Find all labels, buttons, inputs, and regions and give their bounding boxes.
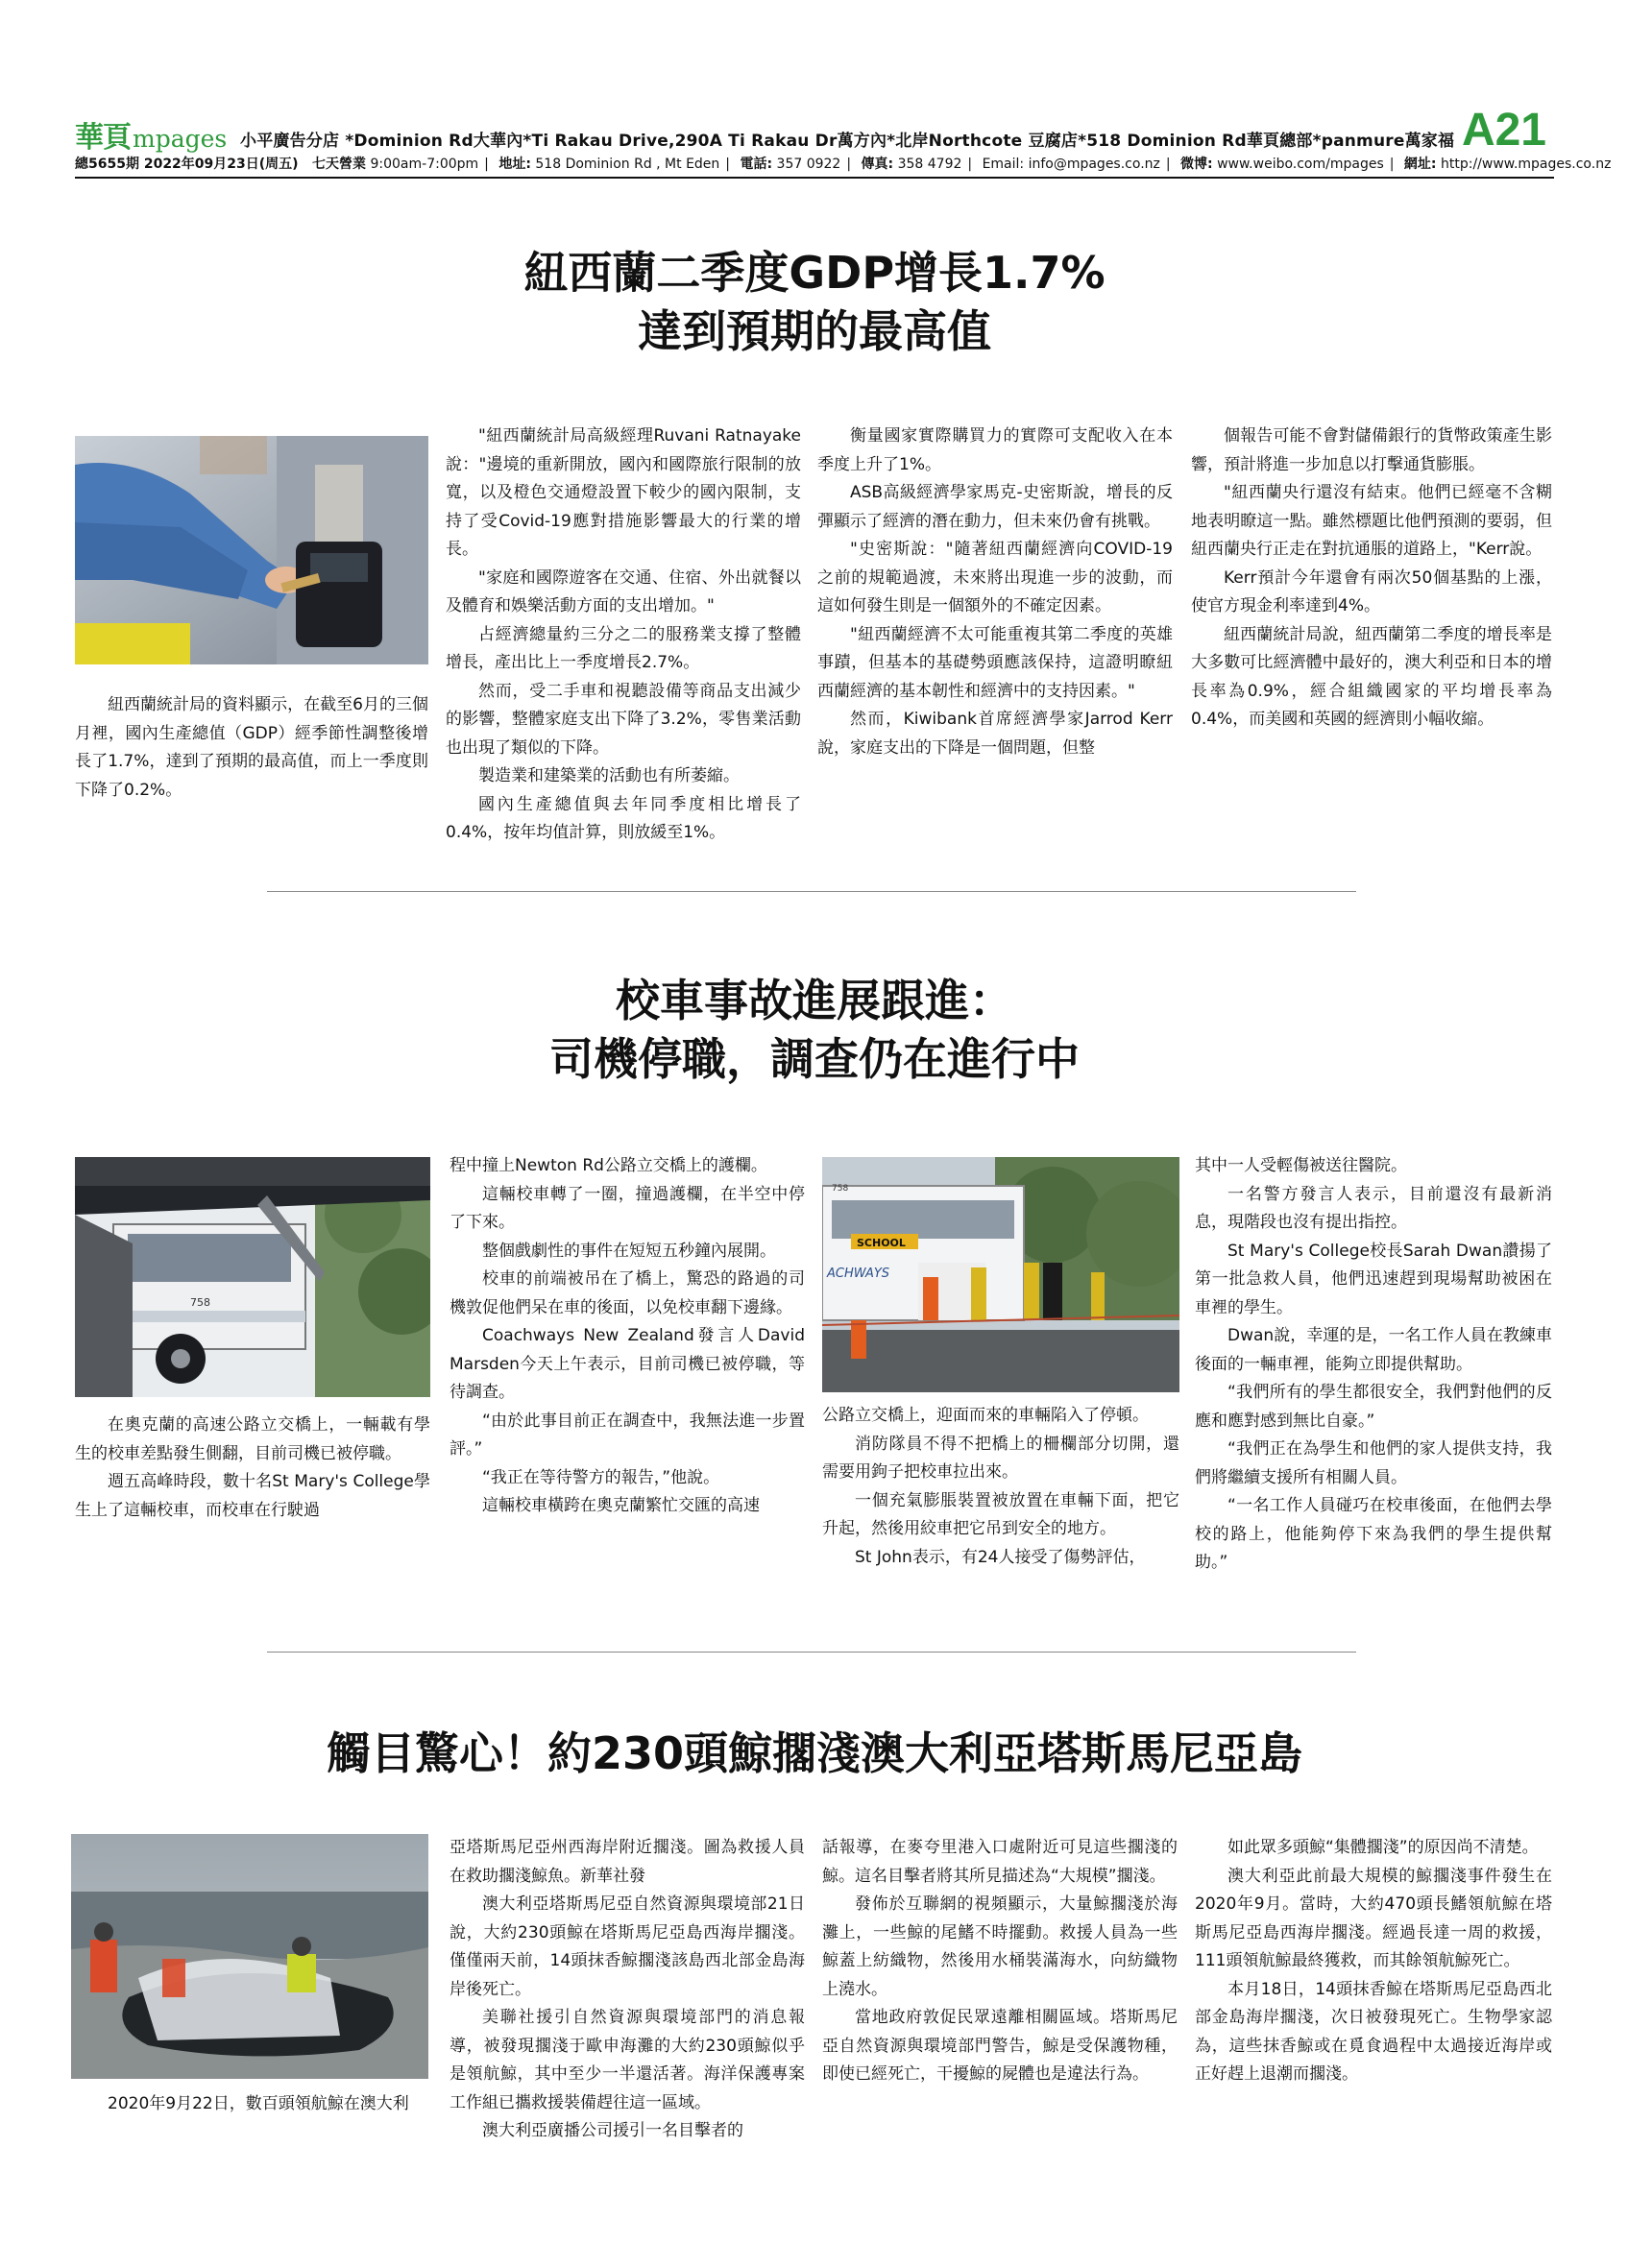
paragraph: 澳大利亞此前最大規模的鯨擱淺事件發生在2020年9月。當時，大約470頭長鰭領航鯨在塔斯馬尼亞島西海岸擱淺。經過長達一周的救援，111頭領航鯨最終獲救，而其餘領航鯨死亡。 [1195, 1866, 1552, 1970]
paragraph: St Mary's College校長Sarah Dwan讚揚了第一批急救人員，他們迅速趕到現場幫助被困在車裡的學生。 [1195, 1241, 1552, 1317]
paragraph: 在奧克蘭的高速公路立交橋上，一輛載有學生的校車差點發生側翻，目前司機已被停職。 [75, 1415, 430, 1463]
firefighters-bus-rescue-photo [822, 1157, 1179, 1392]
article1-title-line1: 紐西蘭二季度GDP增長1.7% [523, 247, 1106, 299]
paragraph: “一名工作人員碰巧在校車後面，在他們去學校的路上，他能夠停下來為我們的學生提供幫助。” [1195, 1496, 1552, 1572]
email: Email: info@mpages.co.nz [982, 157, 1160, 172]
paragraph: 澳大利亞塔斯馬尼亞自然資源與環境部21日說，大約230頭鯨在塔斯馬尼亞島西海岸擱淺。僅僅兩天前，14頭抹香鯨擱淺該島西北部金島海岸後死亡。 [450, 1894, 805, 1999]
paragraph: 發佈於互聯網的視頻顯示，大量鯨擱淺於海灘上，一些鯨的尾鰭不時擺動。救援人員為一些鯨蓋上紡織物，然後用水桶裝滿海水，向紡織物上澆水。 [822, 1894, 1178, 1999]
phone-label: 電話: [740, 157, 773, 172]
paragraph: “由於此事目前正在調查中，我無法進一步置評。” [450, 1411, 805, 1459]
article3-title: 觸目驚心！約230頭鯨擱淺澳大利亞塔斯馬尼亞島 [326, 1727, 1303, 1779]
paragraph: 話報導，在麥夸里港入口處附近可見這些擱淺的鯨。這名目擊者將其所見描述為“大規模”擱淺。 [822, 1838, 1178, 1886]
paragraph: 這輛校車轉了一圈，撞過護欄，在半空中停了下來。 [450, 1184, 805, 1232]
article2-photo-left [75, 1157, 430, 1397]
article1-photo [75, 436, 428, 664]
paragraph: 衡量國家實際購買力的實際可支配收入在本季度上升了1%。 [817, 426, 1173, 474]
paragraph: 美聯社援引自然資源與環境部門的消息報導，被發現擱淺于歐申海灘的大約230頭鯨似乎是領航鯨，其中至少一半還活著。海洋保護專案工作組已攜救援裝備趕往這一區域。 [450, 2008, 805, 2112]
bus-school-sign: SCHOOL [857, 1237, 906, 1249]
paragraph: "紐西蘭央行還沒有結束。他們已經毫不含糊地表明瞭這一點。雖然標題比他們預測的要弱，但紐西蘭央行正走在對抗通脹的道路上，"Kerr說。 [1191, 483, 1552, 559]
article3-column-2 [450, 1834, 805, 2146]
logo-chinese: 華頁 [75, 121, 131, 155]
hours: 9:00am-7:00pm [370, 157, 479, 172]
card-payment-terminal-photo [75, 436, 428, 664]
address-label: 地址: [498, 157, 531, 172]
article2-column-3 [822, 1402, 1179, 1572]
issue-number: 總5655期 2022年09月23日(周五) [75, 157, 299, 172]
mpages-logo [75, 113, 227, 156]
bus-number-left: 758 [190, 1296, 210, 1309]
article3-headline [75, 1725, 1554, 1783]
stranded-whale-rescue-photo [71, 1834, 428, 2079]
article2-title-line1: 校車事故進展跟進： [616, 975, 1013, 1026]
paragraph: 國內生產總值與去年同季度相比增長了0.4%，按年均值計算，則放緩至1%。 [446, 794, 801, 842]
article2-title-line2: 司機停職，調查仍在進行中 [549, 1032, 1080, 1085]
paragraph: 亞塔斯馬尼亞州西海岸附近擱淺。圖為救援人員在救助擱淺鯨魚。新華社發 [450, 1838, 805, 1886]
paragraph: "家庭和國際遊客在交通、住宿、外出就餐以及體育和娛樂活動方面的支出增加。" [446, 567, 801, 615]
paragraph: 週五高峰時段，數十名St Mary's College學生上了這輛校車，而校車在行駛過 [75, 1472, 430, 1520]
paragraph: St John表示，有24人接受了傷勢評估， [855, 1547, 1146, 1567]
weibo: www.weibo.com/mpages [1217, 157, 1384, 172]
paragraph: "紐西蘭經濟不太可能重複其第二季度的英雄事蹟，但基本的基礎勢頭應該保持，這證明瞭紐西蘭經濟的基本韌性和經濟中的支持因素。" [817, 624, 1173, 701]
phone: 357 0922 [776, 157, 841, 172]
article3-caption-text: 2020年9月22日，數百頭領航鯨在澳大利 [108, 2094, 409, 2113]
bus-number-right: 758 [832, 1184, 849, 1194]
paragraph: “我們正在為學生和他們的家人提供支持，我們將繼續支援所有相關人員。 [1195, 1439, 1552, 1487]
article3-photo [71, 1834, 428, 2079]
paragraph: “我正在等待警方的報告，”他說。 [482, 1467, 720, 1487]
paragraph: 當地政府敦促民眾遠離相關區域。塔斯馬尼亞自然資源與環境部門警告，鯨是受保護物種，即使已經死亡，干擾鯨的屍體也是違法行為。 [822, 2008, 1178, 2084]
paragraph: 消防隊員不得不把橋上的柵欄部分切開，還需要用鉤子把校車拉出來。 [822, 1434, 1179, 1482]
article3-column-3 [822, 1834, 1178, 2089]
article3-column-4 [1195, 1834, 1552, 2089]
bus-brand: ACHWAYS [827, 1267, 890, 1281]
address: 518 Dominion Rd , Mt Eden [535, 157, 720, 172]
article1-caption [75, 691, 428, 805]
paragraph: 這輛校車橫跨在奧克蘭繁忙交匯的高速 [482, 1496, 760, 1515]
fax-label: 傳真: [861, 157, 894, 172]
paragraph: 本月18日，14頭抹香鯨在塔斯馬尼亞島西北部金島海岸擱淺，次日被發現死亡。生物學家認為，這些抹香鯨或在覓食過程中太過接近海岸或正好趕上退潮而擱淺。 [1195, 1979, 1552, 2084]
paragraph: 個報告可能不會對儲備銀行的貨幣政策產生影響，預計將進一步加息以打擊通貨膨脹。 [1191, 426, 1552, 474]
paragraph: 然而，受二手車和視聽設備等商品支出減少的影響，整體家庭支出下降了3.2%，零售業活動也出現了類似的下降。 [446, 681, 801, 758]
article1-column-3 [817, 422, 1173, 762]
paragraph: 校車的前端被吊在了橋上，驚恐的路過的司機敦促他們呆在車的後面，以免校車翻下邊緣。 [450, 1269, 805, 1317]
logo-english: mpages [133, 125, 228, 153]
web-label: 網址: [1403, 157, 1437, 172]
paragraph: 整個戲劇性的事件在短短五秒鐘內展開。 [482, 1241, 776, 1261]
paragraph: 公路立交橋上，迎面而來的車輛陷入了停頓。 [822, 1406, 1149, 1425]
paragraph: Coachways New Zealand發言人David Marsden今天上午表示，目前司機已被停職，等待調查。 [450, 1326, 805, 1402]
paragraph: 然而，Kiwibank首席經濟學家Jarrod Kerr說，家庭支出的下降是一個問題，但整 [817, 710, 1173, 758]
paragraph: ASB高級經濟學家馬克-史密斯說，增長的反彈顯示了經濟的潛在動力，但未來仍會有挑戰。 [817, 483, 1173, 531]
article2-caption [75, 1411, 430, 1525]
website: http://www.mpages.co.nz [1440, 157, 1612, 172]
paragraph: “我們所有的學生都很安全，我們對他們的反應和應對感到無比自豪。” [1195, 1383, 1552, 1431]
weibo-label: 微博: [1180, 157, 1213, 172]
article1-caption-text: 紐西蘭統計局的資料顯示，在截至6月的三個月裡，國內生產總值（GDP）經季節性調整後增長了1.7%，達到了預期的最高值，而上一季度則下降了0.2%。 [75, 695, 428, 800]
paragraph: Kerr預計今年還會有兩次50個基點的上漲，使官方現金利率達到4%。 [1191, 567, 1552, 615]
article2-photo-right [822, 1157, 1179, 1392]
masthead-rule [75, 177, 1554, 179]
paragraph: 紐西蘭統計局說，紐西蘭第二季度的增長率是大多數可比經濟體中最好的，澳大利亞和日本的增長率為0.9%，經合組織國家的平均增長率為0.4%，而美國和英國的經濟則小幅收縮。 [1191, 624, 1552, 729]
section-divider-2 [267, 1652, 1356, 1653]
article2-column-2 [450, 1152, 805, 1521]
issue-info-line: 總5655期 2022年09月23日(周五) 七天營業 9:00am-7:00pm | 地址: 518 Dominion Rd , Mt Eden | 電話: 357 0922 | 傳真: 358 4792 | Email: info@mpages.co.nz | 微博: www.weibo.com/mpages | 網址: http://www.mpages.co.nz [75, 157, 1612, 172]
paragraph: 如此眾多頭鯨“集體擱淺”的原因尚不清楚。 [1227, 1838, 1539, 1857]
paragraph: 一名警方發言人表示，目前還沒有最新消息，現階段也沒有提出指控。 [1195, 1184, 1552, 1232]
article1-title-line2: 達到預期的最高值 [638, 304, 991, 357]
branch-list: 小平廣告分店 *Dominion Rd大華內*Ti Rakau Drive,290A Ti Rakau Dr萬方內*北岸Northcote 豆腐店*518 Dominion Rd華頁總部*panmure萬家福 [240, 132, 1455, 151]
article1-column-4 [1191, 422, 1552, 735]
paragraph: Dwan說，幸運的是，一名工作人員在教練車後面的一輛車裡，能夠立即提供幫助。 [1195, 1326, 1552, 1374]
section-divider-1 [267, 891, 1356, 892]
fax: 358 4792 [897, 157, 962, 172]
paragraph: 占經濟總量約三分之二的服務業支撐了整體增長，產出比上一季度增長2.7%。 [446, 624, 801, 672]
paragraph: 其中一人受輕傷被送往醫院。 [1195, 1156, 1407, 1175]
hours-label: 七天營業 [312, 157, 367, 172]
article3-caption [75, 2090, 430, 2119]
article1-headline [75, 244, 1554, 360]
bus-hanging-bridge-photo [75, 1157, 430, 1397]
masthead [75, 100, 1612, 179]
paragraph: 澳大利亞廣播公司援引一名目擊者的 [482, 2121, 743, 2140]
paragraph: 程中撞上Newton Rd公路立交橋上的護欄。 [450, 1156, 767, 1175]
page-number: A21 [1461, 105, 1546, 156]
paragraph: 一個充氣膨脹裝置被放置在車輛下面，把它升起，然後用絞車把它吊到安全的地方。 [822, 1490, 1179, 1538]
article1-column-2 [446, 422, 801, 848]
article2-column-4 [1195, 1152, 1552, 1578]
article2-headline [75, 972, 1554, 1088]
paragraph: "紐西蘭統計局高級經理Ruvani Ratnayake說："邊境的重新開放，國內和國際旅行限制的放寬，以及橙色交通燈設置下較少的國內限制，支持了受Covid-19應對措施影響最大的行業的增長。 [446, 426, 801, 559]
paragraph: 製造業和建築業的活動也有所萎縮。 [478, 766, 740, 785]
paragraph: "史密斯說："隨著紐西蘭經濟向COVID-19之前的規範過渡，未來將出現進一步的波動，而這如何發生則是一個額外的不確定因素。 [817, 540, 1173, 615]
